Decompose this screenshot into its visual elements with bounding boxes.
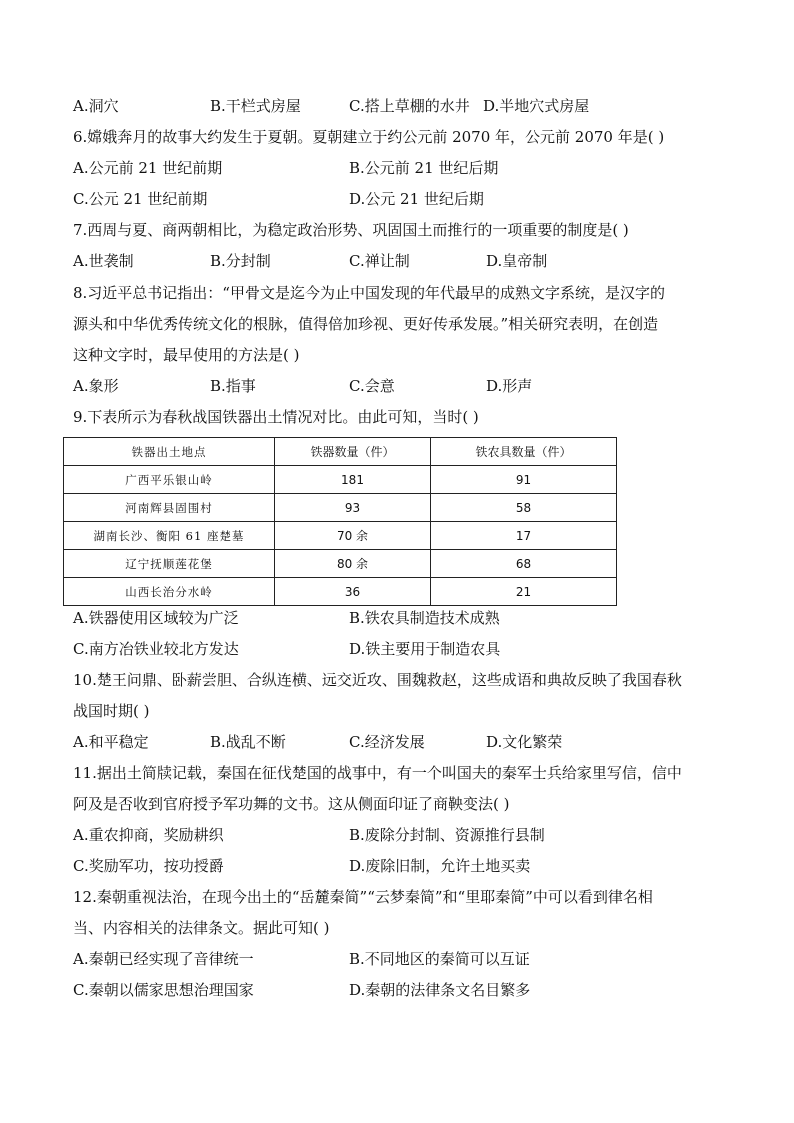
table-cell: 21 <box>431 578 617 606</box>
table-cell: 181 <box>275 466 431 494</box>
table-cell: 山西长治分水岭 <box>64 578 275 606</box>
q11-options-row2 <box>73 856 733 876</box>
q7-option-b[interactable]: B.分封制 <box>210 252 271 270</box>
q9-option-a[interactable]: A.铁器使用区域较为广泛 <box>73 609 239 627</box>
q6-option-c[interactable]: C.公元 21 世纪前期 <box>73 190 208 208</box>
q9-options-row1 <box>73 608 733 628</box>
table-cell: 58 <box>431 494 617 522</box>
table-header-iron-count: 铁器数量（件） <box>275 438 431 466</box>
table-cell: 广西平乐银山岭 <box>64 466 275 494</box>
q8-stem-line1: 8.习近平总书记指出：“甲骨文是迄今为止中国发现的年代最早的成熟文字系统，是汉字的 <box>73 284 665 302</box>
q12-options-row2 <box>73 980 733 1000</box>
q11-option-d[interactable]: D.废除旧制，允许土地买卖 <box>349 857 531 875</box>
q12-option-c[interactable]: C.秦朝以儒家思想治理国家 <box>73 981 254 999</box>
q8-stem-line3: 这种文字时，最早使用的方法是( ) <box>73 346 300 364</box>
table-row <box>64 550 617 578</box>
table-cell: 36 <box>275 578 431 606</box>
q8-stem-line2: 源头和中华优秀传统文化的根脉，值得倍加珍视、更好传承发展。”相关研究表明，在创造 <box>73 315 659 333</box>
q11-stem-line2: 阿及是否收到官府授予军功舞的文书。这从侧面印证了商鞅变法( ) <box>73 795 510 813</box>
q11-stem-line1: 11.据出土简牍记载，秦国在征伐楚国的战事中，有一个叫国夫的秦军士兵给家里写信，信中 <box>73 764 682 782</box>
q9-options-row2 <box>73 639 733 659</box>
q5-option-c[interactable]: C.搭上草棚的水井 <box>349 97 470 115</box>
q10-stem-line1: 10.楚王问鼎、卧薪尝胆、合纵连横、远交近攻、围魏救赵，这些成语和典故反映了我国春秋 <box>73 671 682 689</box>
q11-option-b[interactable]: B.废除分封制、资源推行县制 <box>349 826 545 844</box>
table-row <box>64 522 617 550</box>
q9-stem: 9.下表所示为春秋战国铁器出土情况对比。由此可知，当时( ) <box>73 408 479 426</box>
q12-stem-line2: 当、内容相关的法律条文。据此可知( ) <box>73 919 330 937</box>
q10-stem-line2: 战国时期( ) <box>73 702 150 720</box>
q7-stem: 7.西周与夏、商两朝相比，为稳定政治形势、巩固国土而推行的一项重要的制度是( ) <box>73 221 629 239</box>
q10-option-a[interactable]: A.和平稳定 <box>73 733 149 751</box>
q6-options-row2 <box>73 189 733 209</box>
q6-option-b[interactable]: B.公元前 21 世纪后期 <box>349 159 499 177</box>
q10-option-c[interactable]: C.经济发展 <box>349 733 425 751</box>
q8-options <box>73 376 733 396</box>
table-cell: 17 <box>431 522 617 550</box>
table-cell: 辽宁抚顺莲花堡 <box>64 550 275 578</box>
table-cell: 河南辉县固围村 <box>64 494 275 522</box>
q12-options-row1 <box>73 949 733 969</box>
q12-stem-line1: 12.秦朝重视法治，在现今出土的“岳麓秦简”“云梦秦简”和“里耶秦简”中可以看到律名相 <box>73 888 653 906</box>
q8-option-d[interactable]: D.形声 <box>486 377 533 395</box>
q8-option-c[interactable]: C.会意 <box>349 377 395 395</box>
q9-option-c[interactable]: C.南方冶铁业较北方发达 <box>73 640 239 658</box>
q6-option-a[interactable]: A.公元前 21 世纪前期 <box>73 159 223 177</box>
table-cell: 68 <box>431 550 617 578</box>
table-header-row <box>64 438 617 466</box>
table-cell: 91 <box>431 466 617 494</box>
q6-options-row1 <box>73 158 733 178</box>
table-row <box>64 466 617 494</box>
q8-option-b[interactable]: B.指事 <box>210 377 256 395</box>
q7-option-d[interactable]: D.皇帝制 <box>486 252 548 270</box>
table-cell: 湖南长沙、衡阳 61 座楚墓 <box>64 522 275 550</box>
q5-option-b[interactable]: B.干栏式房屋 <box>210 97 301 115</box>
iron-excavation-table <box>63 437 617 606</box>
q12-option-d[interactable]: D.秦朝的法律条文名目繁多 <box>349 981 531 999</box>
q10-options <box>73 732 733 752</box>
q8-option-a[interactable]: A.象形 <box>73 377 119 395</box>
q12-option-b[interactable]: B.不同地区的秦简可以互证 <box>349 950 530 968</box>
q11-option-c[interactable]: C.奖励军功，按功授爵 <box>73 857 224 875</box>
table-row <box>64 494 617 522</box>
table-row <box>64 578 617 606</box>
q7-option-c[interactable]: C.禅让制 <box>349 252 410 270</box>
q10-option-d[interactable]: D.文化繁荣 <box>486 733 563 751</box>
q7-option-a[interactable]: A.世袭制 <box>73 252 134 270</box>
q11-option-a[interactable]: A.重农抑商，奖励耕织 <box>73 826 224 844</box>
table-header-tool-count: 铁农具数量（件） <box>431 438 617 466</box>
q5-option-a[interactable]: A.洞穴 <box>73 97 119 115</box>
q5-options <box>73 96 733 116</box>
table-cell: 93 <box>275 494 431 522</box>
table-header-site: 铁器出土地点 <box>64 438 275 466</box>
q6-option-d[interactable]: D.公元 21 世纪后期 <box>349 190 484 208</box>
q12-option-a[interactable]: A.秦朝已经实现了音律统一 <box>73 950 254 968</box>
q7-options <box>73 251 733 271</box>
q5-option-d[interactable]: D.半地穴式房屋 <box>483 97 590 115</box>
q11-options-row1 <box>73 825 733 845</box>
table-cell: 70 余 <box>275 522 431 550</box>
q9-option-d[interactable]: D.铁主要用于制造农具 <box>349 640 501 658</box>
q10-option-b[interactable]: B.战乱不断 <box>210 733 286 751</box>
q9-option-b[interactable]: B.铁农具制造技术成熟 <box>349 609 500 627</box>
q6-stem: 6.嫦娥奔月的故事大约发生于夏朝。夏朝建立于约公元前 2070 年，公元前 2070 年是( ) <box>73 128 665 146</box>
table-cell: 80 余 <box>275 550 431 578</box>
